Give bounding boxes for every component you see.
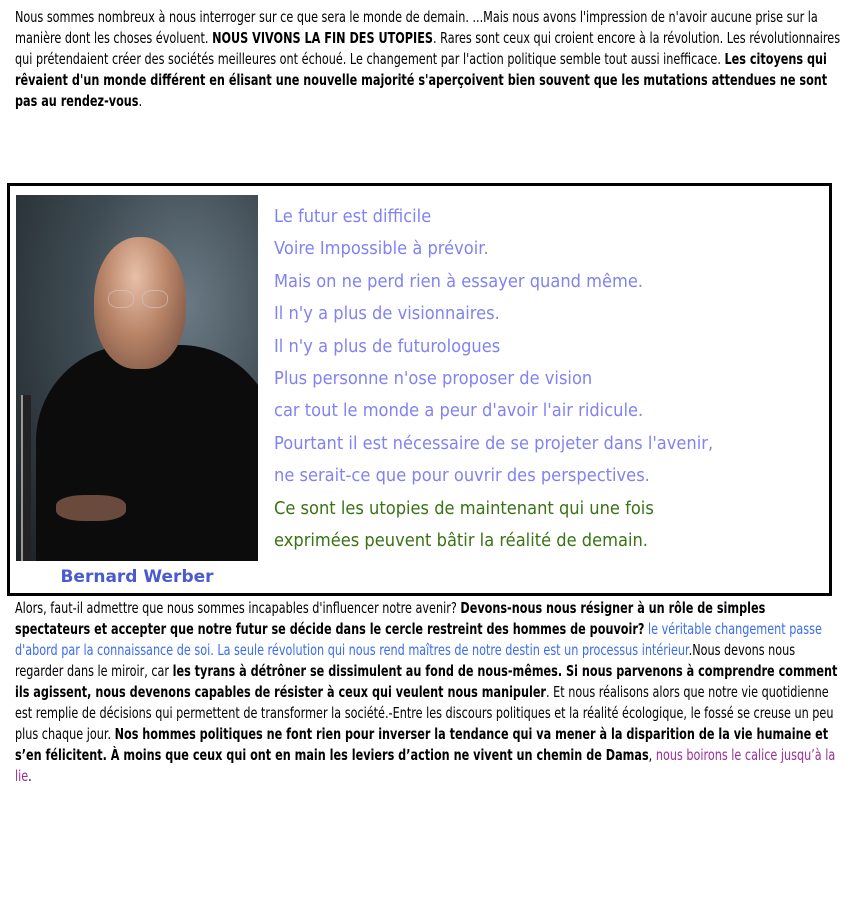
body-blue-text: le véritable changement passe d'abord par la connaissance de soi. La seule révolution qui nous rend maîtres de notre destin est un processus intérieur (15, 620, 822, 659)
body-text: Alors, faut-il admettre que nous sommes incapables d'influencer notre avenir? (15, 599, 461, 617)
quote-line: Il n'y a plus de visionnaires. (274, 304, 500, 325)
quote-line: Il n'y a plus de futurologues (274, 336, 501, 357)
body-purple-text: nous boirons le calice jusqu’à la lie (15, 746, 836, 785)
body-text: , (648, 746, 656, 764)
intro-bold-headline: NOUS VIVONS LA FIN DES UTOPIES (212, 29, 433, 47)
intro-bold-text: Les citoyens qui rêvaient d'un monde différent en élisant une nouvelle majorité s'aperçoivent bien souvent que les mutations attendues ne sont pas au rendez-vous (15, 50, 828, 110)
body-text: . Et nous réalisons alors que notre vie quotidienne est remplie de décisions qui permettent de transformer la société.-Entre les discours politiques et la réalité écologique, le fossé se creuse un peu plus chaque jour. (15, 683, 834, 743)
quote-line: Plus personne n'ose proposer de vision (274, 369, 593, 390)
intro-text: . Rares sont ceux qui croient encore à la révolution. Les révolutionnaires qui prétendaient créer des sociétés meilleures ont échoué. Le changement par l'action politique semble tout aussi inefficace. (15, 29, 841, 68)
quote-line-highlight: Ce sont les utopies de maintenant qui une fois (274, 498, 654, 519)
quote-text (274, 201, 746, 557)
quote-line: Mais on ne perd rien à essayer quand même. (274, 271, 644, 292)
quote-line: car tout le monde a peur d'avoir l'air ridicule. (274, 401, 644, 422)
quote-line: ne serait-ce que pour ouvrir des perspectives. (274, 466, 650, 487)
quote-line: Voire Impossible à prévoir. (274, 239, 489, 260)
quote-line-highlight: exprimées peuvent bâtir la réalité de demain. (274, 531, 648, 552)
body-paragraph (15, 598, 842, 787)
intro-text: . (138, 92, 143, 110)
body-bold-text: Nos hommes politiques ne font rien pour inverser la tendance qui va mener à la disparition de la vie humaine et s’en félicitent. À moins que ceux qui ont en main les leviers d’action ne vivent un chemin de Damas (15, 725, 829, 764)
body-text: . (28, 767, 32, 785)
intro-text: Nous sommes nombreux à nous interroger sur ce que sera le monde de demain. ...Mais nous avons l'impression de n'avoir aucune prise sur la manière dont les choses évoluent. (15, 8, 818, 47)
quote-line: Pourtant il est nécessaire de se projeter dans l'avenir, (274, 433, 714, 454)
body-bold-text: Devons-nous nous résigner à un rôle de simples spectateurs et accepter que notre futur se décide dans le cercle restreint des hommes de pouvoir? (15, 599, 766, 638)
photo-caption: Bernard Werber (60, 567, 214, 587)
body-text: .Nous devons nous regarder dans le miroir, car (15, 641, 796, 680)
author-photo (16, 195, 258, 561)
body-bold-text: les tyrans à détrôner se dissimulent au fond de nous-mêmes. Si nous parvenons à comprendre comment ils agissent, nous devenons capables de résister à ceux qui veulent nous manipuler (15, 662, 838, 701)
intro-paragraph (15, 7, 842, 112)
quote-line: Le futur est difficile (274, 207, 432, 227)
